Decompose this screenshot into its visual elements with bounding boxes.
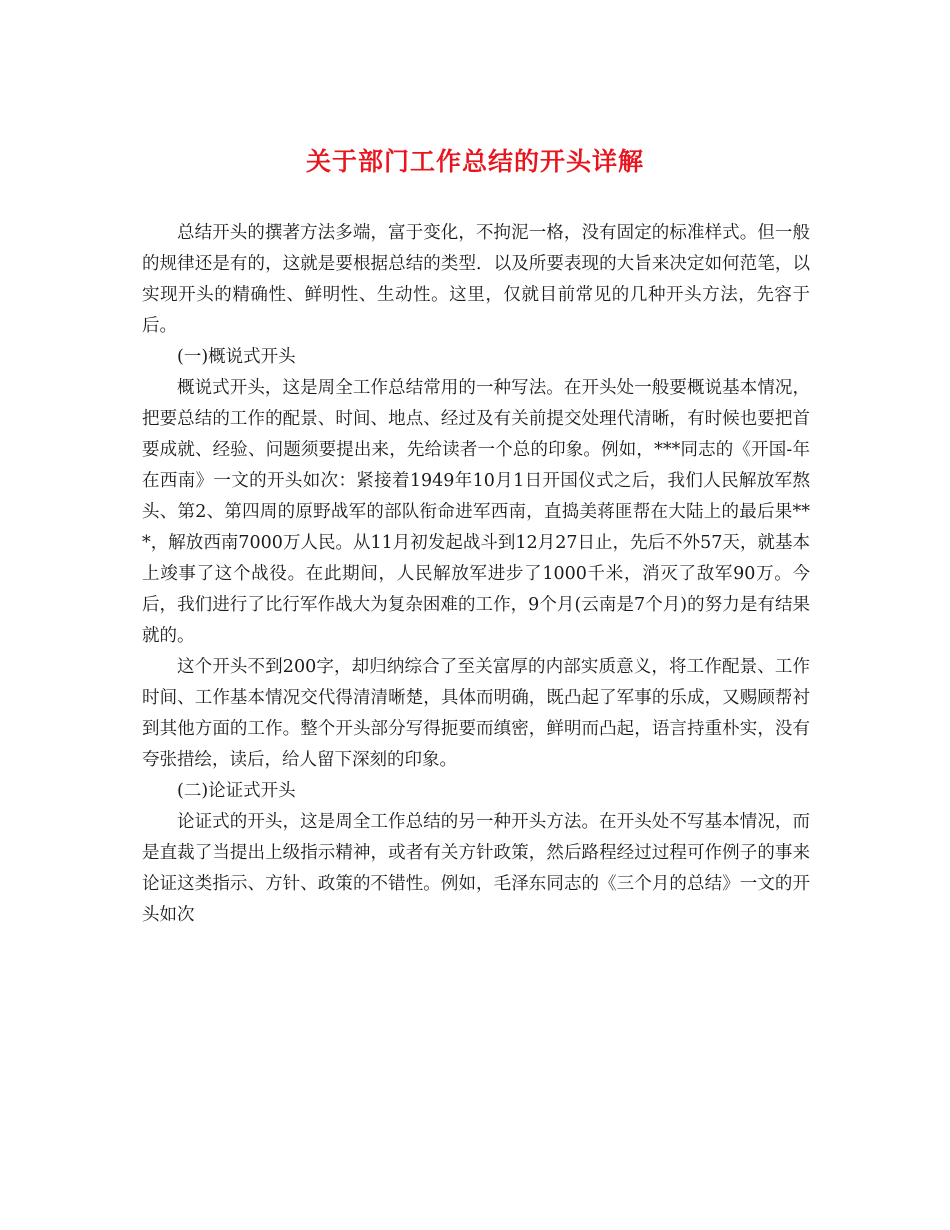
paragraph-intro: 总结开头的撰著方法多端，富于变化，不拘泥一格，没有固定的标准样式。但一般的规律还是有的，这就是要根据总结的类型．以及所要表现的大旨来决定如何范笔，以实现开头的精确性、鲜明性、生动性。这里，仅就目前常见的几种开头方法，先容于后。 [142,223,810,336]
section-heading-2: (二)论证式开头 [177,781,296,801]
document-title: 关于部门工作总结的开头详解 [305,147,644,176]
section-heading-1: (一)概说式开头 [177,347,296,367]
document-body [142,218,810,931]
paragraph-overview-analysis: 这个开头不到200字，却归纳综合了至关富厚的内部实质意义，将工作配景、工作时间、工作基本情况交代得清清晰楚，具体而明确，既凸起了军事的乐成，又赐顾帮衬到其他方面的工作。整个开头部分写得扼要而缜密，鲜明而凸起，语言持重朴实，没有夸张措绘，读后，给人留下深刻的印象。 [142,657,810,770]
paragraph-argument-method: 论证式的开头，这是周全工作总结的另一种开头方法。在开头处不写基本情况，而是直裁了当提出上级指示精神，或者有关方针政策，然后路程经过过程可作例子的事来论证这类指示、方针、政策的不错性。例如，毛泽东同志的《三个月的总结》一文的开头如次 [142,812,810,925]
paragraph-overview-method: 概说式开头，这是周全工作总结常用的一种写法。在开头处一般要概说基本情况，把要总结的工作的配景、时间、地点、经过及有关前提交处理代清晰，有时候也要把首要成就、经验、问题须要提出来，先给读者一个总的印象。例如，***同志的《开国-年在西南》一文的开头如次：紧接着1949年10月1日开国仪式之后，我们人民解放军熬头、第2、第四周的原野战军的部队衔命进军西南，直捣美蒋匪帮在大陆上的最后果***，解放西南7000万人民。从11月初发起战斗到12月27日止，先后不外57天，就基本上竣事了这个战役。在此期间，人民解放军进步了1000千米，消灭了敌军90万。今后，我们进行了比行军作战大为复杂困难的工作，9个月(云南是7个月)的努力是有结果就的。 [142,378,810,646]
